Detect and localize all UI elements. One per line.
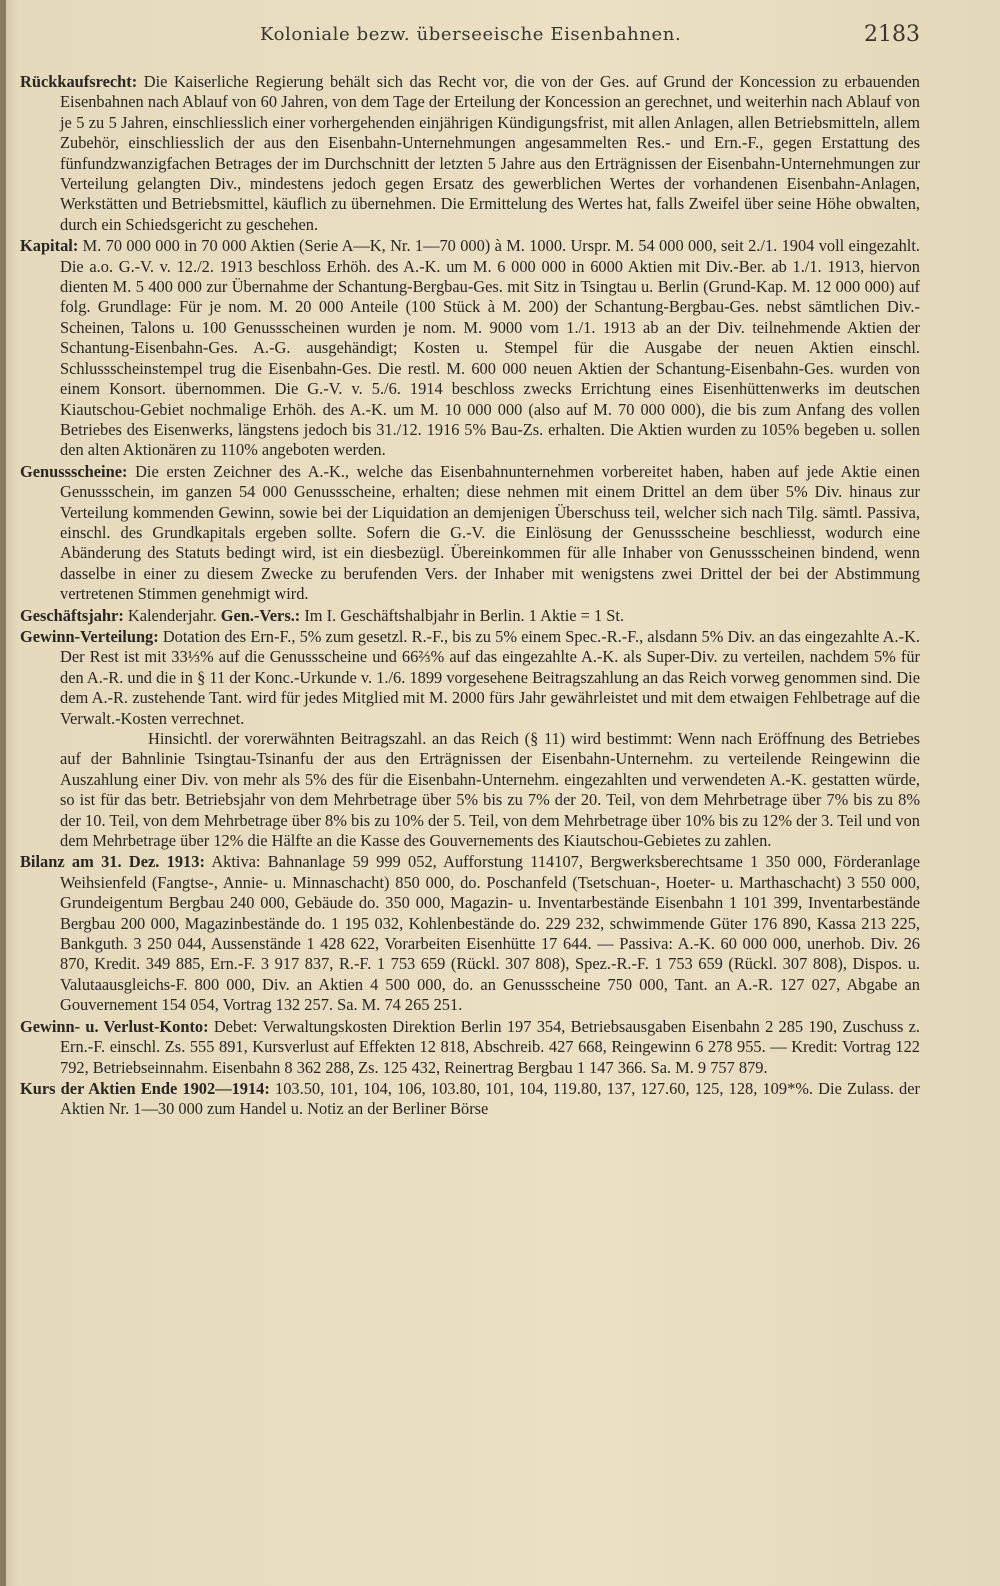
section-gewinn-verteilung xyxy=(20,626,920,729)
section-text: Kalenderjahr. xyxy=(123,605,217,625)
section-gewinn-verlust-konto xyxy=(20,1016,920,1078)
section-genussscheine xyxy=(20,461,920,605)
section-text: M. 70 000 000 in 70 000 Aktien (Serie A—K, Nr. 1—70 000) à M. 1000. Urspr. M. 54 000 000, seit 2./1. 1904 voll eingezahlt. Die a.o. G.-V. v. 12./2. 1913 beschloss Erhöh. des A.-K. um M. 6 000 000 in 6000 Aktien mit Div.-Ber. ab 1./1. 1913, hiervon dienten M. 5 400 000 zur Übernahme der Schantung-Bergbau-Ges. mit Sitz in Tsingtau u. Berlin (Grund-Kap. M. 12 000 000) auf folg. Grundlage: Für je nom. M. 20 000 Anteile (100 Stück à M. 200) der Schantung-Bergbau-Ges. nebst sämtlichen Div.-Scheinen, Talons u. 100 Genussscheinen wurden je nom. M. 9000 vom 1./1. 1913 ab an der Div. teilnehmende Aktien der Schantung-Eisenbahn-Ges. A.-G. ausgehändigt; Kosten u. Stempel für die Ausgabe der neuen Aktien einschl. Schlussscheinstempel trug die Eisenbahn-Ges. Die restl. M. 600 000 neuen Aktien der Schantung-Eisenbahn-Ges. wurden von einem Konsort. übernommen. Die G.-V. v. 5./6. 1914 beschloss zwecks Errichtung eines Eisenhüttenwerks im deutschen Kiautschou-Gebiet nochmalige Erhöh. des A.-K. um M. 10 000 000 (also auf M. 70 000 000), die bis zum Anfang des vollen Betriebes des Eisenwerks, längstens jedoch bis 31./12. 1916 5% Bau-Zs. erhalten. Die Aktien wurden zu 105% begeben u. sollen den alten Aktionären zu 110% angeboten werden. xyxy=(60,236,920,460)
section-text: 103.50, 101, 104, 106, 103.80, 101, 104, 119.80, 137, 127.60, 125, 128, 109*%. Die Zulass. der Aktien Nr. 1—30 000 zum Handel u. Notiz an der Berliner Börse xyxy=(60,1078,920,1119)
section-label: Gewinn-Verteilung: xyxy=(20,626,159,646)
section-label: Genussscheine: xyxy=(20,461,128,481)
section-text: Die Kaiserliche Regierung behält sich das Recht vor, die von der Ges. auf Grund der Koncession zu erbauenden Eisenbahnen nach Ablauf von 60 Jahren, von dem Tage der Erteilung der Koncession an gerechnet, und weiterhin nach Ablauf von je 5 zu 5 Jahren, einschliesslich einer vorhergehenden einjährigen Kündigungsfrist, mit allen Anlagen, allen Betriebsmitteln, allem Zubehör, einschliesslich der aus den Eisenbahn-Unternehmungen angesammelten Res.- und Ern.-F., gegen Erstattung des fünfundzwanzigfachen Betrages der im Durchschnitt der letzten 5 Jahre aus den Erträgnissen der Eisenbahn-Unternehmungen zur Verteilung gelangten Div., mindestens jedoch gegen Ersatz des gewerblichen Wertes der vorhandenen Eisenbahn-Anlagen, Werkstätten und Betriebsmittel, käuflich zu übernehmen. Die Ermittelung des Wertes hat, falls Zweifel über seine Höhe obwalten, durch ein Schiedsgericht zu geschehen. xyxy=(60,72,920,234)
section-label: Kapital: xyxy=(20,236,79,256)
book-spine-edge xyxy=(0,0,6,1586)
page-header xyxy=(20,22,920,52)
section-kapital xyxy=(20,235,920,460)
section-rueckkaufsrecht xyxy=(20,72,920,235)
section-label: Kurs der Aktien Ende 1902—1914: xyxy=(20,1078,270,1098)
section-text: Im I. Geschäftshalbjahr in Berlin. 1 Aktie = 1 St. xyxy=(300,605,625,625)
running-title: Koloniale bezw. überseeische Eisenbahnen. xyxy=(260,24,682,45)
section-label: Geschäftsjahr: xyxy=(20,605,124,625)
gewinn-paragraph-2: Hinsichtl. der vorerwähnten Beitragszahl. an das Reich (§ 11) wird bestimmt: Wenn nach Eröffnung des Betriebes auf der Bahnlinie Tsingtau-Tsinanfu der aus den Erträgnissen der Eisenbahn-Unternehm. zu verteilende Reingewinn die Auszahlung einer Div. von mehr als 5% des für die Eisenbahn-Unternehm. eingezahlten und verwendeten A.-K. gestatten würde, so ist für das betr. Betriebsjahr von dem Mehrbetrage über 5% bis zu 7% der 20. Teil, von dem Mehrbetrage über 7% bis zu 8% der 10. Teil, von dem Mehrbetrage über 8% bis zu 10% der 5. Teil, von dem Mehrbetrage über 10% bis zu 12% der 3. Teil und von dem Mehrbetrage über 12% die Hälfte an die Kasse des Gouvernements des Kiautschou-Gebietes zu zahlen. xyxy=(60,729,920,851)
section-bilanz xyxy=(20,851,920,1015)
section-text: Aktiva: Bahnanlage 59 999 052, Aufforstung 114107, Bergwerksberechtsame 1 350 000, Förderanlage Weihsienfeld (Fangtse-, Annie- u. Minnaschacht) 850 000, do. Poschanfeld (Tsetschuan-, Hoeter- u. Marthaschacht) 3 550 000, Grundeigentum Bergbau 240 000, Gebäude do. 350 000, Magazin- u. Inventarbestände Eisenbahn 1 101 399, Inventarbestände Bergbau 200 000, Magazinbestände do. 1 195 032, Kohlenbestände do. 229 232, schwimmende Güter 176 890, Kassa 213 225, Bankguth. 3 250 044, Aussenstände 1 428 622, Vorarbeiten Eisenhütte 17 644. — Passiva: A.-K. 60 000 000, unerhob. Div. 26 870, Kredit. 349 885, Ern.-F. 3 917 837, R.-F. 1 753 659 (Rückl. 307 808), Spez.-R.-F. 1 753 659 (Rückl. 307 808), Dispos. u. Valutaausgleichs-F. 800 000, Div. an Aktien 4 500 000, do. an Genussscheine 750 000, Tant. an A.-R. 127 027, Abgabe an Gouvernement 154 054, Vortrag 132 257. Sa. M. 74 265 251. xyxy=(60,852,921,1015)
page-body xyxy=(20,72,920,1120)
section-label: Bilanz am 31. Dez. 1913: xyxy=(20,852,205,872)
section-text: Debet: Verwaltungskosten Direktion Berlin 197 354, Betriebsausgaben Eisenbahn 2 285 190, Zuschuss z. Ern.-F. einschl. Zs. 555 891, Kursverlust auf Effekten 12 818, Abschreib. 427 668, Reingewinn 6 278 955. — Kredit: Vortrag 122 792, Betriebseinnahm. Eisenbahn 8 362 288, Zs. 125 432, Reinertrag Bergbau 1 147 366. Sa. M. 9 757 879. xyxy=(60,1016,920,1077)
section-geschaeftsjahr xyxy=(20,605,920,626)
section-text: Die ersten Zeichner des A.-K., welche das Eisenbahnunternehmen vorbereitet haben, haben auf jede Aktie einen Genussschein, im ganzen 54 000 Genussscheine, erhalten; diese nehmen mit einem Drittel an dem über 5% Div. hinaus zur Verteilung kommenden Gewinn, sowie bei der Liquidation an demjenigen Überschuss teil, welcher sich nach Tilg. sämtl. Passiva, einschl. des Grundkapitals ergeben sollte. Sofern die G.-V. die Einlösung der Genussscheine beschliesst, wodurch eine Abänderung des Statuts bedingt wird, ist ein diesbezügl. Übereinkommen für alle Inhaber von Genussscheinen bindend, wenn dasselbe in einer zu diesem Zwecke zu berufenden Vers. der Inhaber mit wenigstens zwei Drittel der bei der Abstimmung vertretenen Stimmen genehmigt wird. xyxy=(60,461,920,604)
section-label: Rückkaufsrecht: xyxy=(20,72,138,91)
section-text: Dotation des Ern-F., 5% zum gesetzl. R.-F., bis zu 5% einem Spec.-R.-F., alsdann 5% Div. an das eingezahlte A.-K. Der Rest ist mit 33⅓% auf die Genussscheine und 66⅔% auf das eingezahlte A.-K. als Super-Div. zu verteilen, nachdem 5% für den A.-R. und die in § 11 der Konc.-Urkunde v. 1./6. 1899 vorgesehene Beitragszahlung an das Reich vorweg genommen sind. Die dem A.-R. zustehende Tant. wird für jedes Mitglied mit M. 2000 fürs Jahr gewährleistet und mit dem etwaigen Fehlbetrage auf die Verwalt.-Kosten verrechnet. xyxy=(60,626,920,728)
section-label: Gewinn- u. Verlust-Konto: xyxy=(20,1016,209,1036)
section-kurs xyxy=(20,1078,920,1120)
page-number: 2183 xyxy=(864,22,920,47)
section-label: Gen.-Vers.: xyxy=(216,605,301,625)
